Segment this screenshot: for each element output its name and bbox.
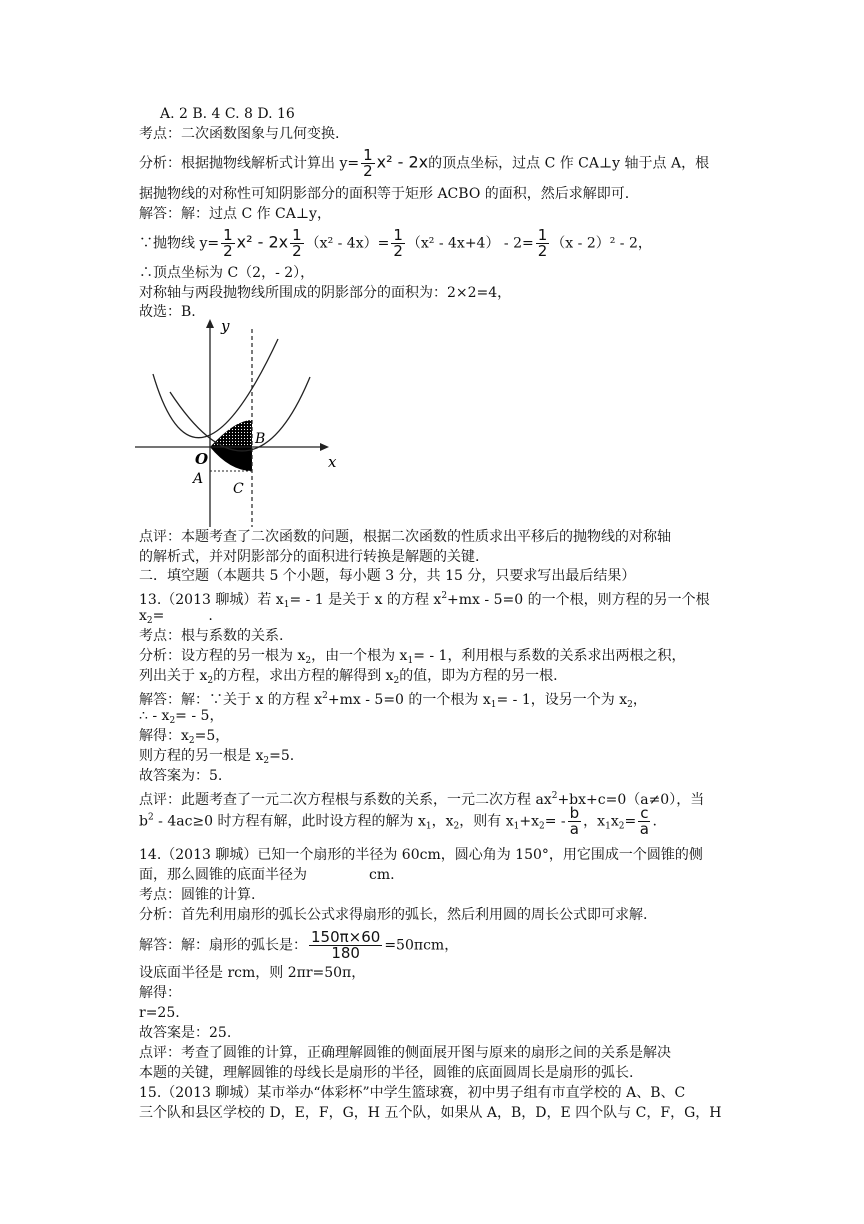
text-line: 解得： [139, 985, 181, 1001]
text-line: ∴ - $x_2= - 5$， [139, 708, 224, 726]
fraction: $\frac{150\pi\times 60}{180}$ [311, 928, 381, 962]
text-line: 点评：本题考查了二次函数的问题，根据二次函数的性质求出平移后的抛物线的对称轴 [139, 529, 671, 545]
question-13: 13.（2013 聊城）若 $x_1= - 1$ 是关于 x 的方程 $x^2+mx - 5=0$ 的一个根，则方程的另一个根 [139, 591, 710, 610]
text-line: 列出关于 $x_2$的方程，求出方程的解得到 $x_2$的值，即为方程的另一根. [139, 668, 558, 686]
text-line: 故选：B. [139, 304, 196, 320]
fraction: $\frac{1}{2}$ [292, 226, 302, 260]
c-label: C [233, 481, 244, 497]
parabola-left [153, 339, 278, 438]
section-heading: 二．填空题（本题共 5 个小题，每小题 3 分，共 15 分，只要求写出最后结果） [139, 568, 636, 584]
fraction: $\frac{1}{2}$ [363, 146, 373, 180]
text-line: 设底面半径是 rcm，则 2πr=50π， [139, 965, 366, 981]
b-label: B [255, 431, 266, 447]
question-14: 14.（2013 聊城）已知一个扇形的半径为 60cm，圆心角为 150°，用它围成一个圆锥的侧 [139, 847, 703, 863]
text-line: 解得：$x_2=5$， [139, 728, 230, 746]
text-line: 故答案是：25. [139, 1025, 232, 1041]
text-line: 对称轴与两段抛物线所围成的阴影部分的面积为：2×2=4， [139, 285, 512, 301]
fraction: $\frac{c}{a}$ [639, 804, 649, 838]
y-label: y [221, 317, 230, 335]
text-line: 据抛物线的对称性可知阴影部分的面积等于矩形 ACBO 的面积，然后求解即可. [139, 186, 630, 202]
text-line: 则方程的另一根是 $x_2=5$. [139, 748, 295, 766]
y-axis-arrow [206, 319, 214, 328]
text-line: 本题的关键，理解圆锥的母线长是扇形的半径，圆锥的底面圆周长是扇形的弧长. [139, 1065, 634, 1081]
fraction: $\frac{b}{a}$ [569, 804, 580, 838]
text-line: 考点：圆锥的计算. [139, 887, 256, 903]
choices: A. 2 B. 4 C. 8 D. 16 [160, 106, 295, 122]
text-line: 解答：解：∵关于 x 的方程 $x^2+mx - 5=0$ 的一个根为 $x_1= - 1$，设另一个为 $x_2$， [139, 691, 647, 710]
text-line: 点评：考查了圆锥的计算，正确理解圆锥的侧面展开图与原来的扇形之间的关系是解决 [139, 1045, 671, 1061]
a-label: A [193, 471, 204, 487]
x-axis-arrow [320, 443, 329, 451]
question-15: 15.（2013 聊城）某市举办“体彩杯”中学生篮球赛，初中男子组有市直学校的 A、B、C [139, 1085, 686, 1101]
text-line: 点评：此题考查了一元二次方程根与系数的关系，一元二次方程 $ax^2+bx+c=0(a\ne 0)$，当 [139, 791, 705, 808]
vieta-line: $b^2 - 4ac\ge 0$ 时方程有解，此时设方程的解为 $x_1$，$x_2$，则有 $x_1+x_2=$ - $\frac{b}{a}$ ，$x_1x_2=$ $\frac{c}{a}$ . [139, 804, 657, 838]
kaodian: 考点：二次函数图象与几何变换. [139, 126, 340, 142]
jieda: 解答：解：过点 C 作 CA⊥y， [139, 206, 331, 222]
fenxi-line: 分析：根据抛物线解析式计算出 y= $\frac{1}{2}$ x² - 2x的顶点坐标，过点 C 作 CA⊥y 轴于点 A，根 [139, 146, 710, 180]
fraction: $\frac{1}{2}$ [537, 226, 548, 260]
text-line: 的解析式，并对阴影部分的面积进行转换是解题的关键. [139, 549, 480, 565]
equation-line: ∵抛物线 y= $\frac{1}{2}$ x² - 2x $\frac{1}{2}$ （x² - 4x）= $\frac{1}{2}$ （x² - 4x+4） - 2= $\frac{1}{2}$ （x - 2）² - 2， [139, 226, 652, 260]
text-line: 分析：首先利用扇形的弧长公式求得扇形的弧长，然后利用圆的周长公式即可求解. [139, 907, 648, 923]
arc-length-line: 解答：解：扇形的弧长是： $\frac{150\pi\times 60}{180}$ =50πcm， [139, 928, 459, 962]
x-label: x [328, 453, 337, 471]
question-14-blank: 面，那么圆锥的底面半径为 cm. [139, 867, 395, 883]
fraction: $\frac{1}{2}$ [393, 226, 403, 260]
text-line: 故答案为：5. [139, 768, 223, 784]
fraction: $\frac{1}{2}$ [223, 226, 233, 260]
text-line: 考点：根与系数的关系. [139, 628, 284, 644]
parabola-figure [135, 317, 345, 527]
origin-label: O [195, 450, 209, 468]
text-line: ∴顶点坐标为 C（2，- 2）， [139, 265, 315, 281]
text-line: r=25. [139, 1005, 180, 1021]
question-13-blank: $x_2=$ . [139, 608, 213, 626]
text-line: 三个队和县区学校的 D，E，F，G，H 五个队，如果从 A，B，D，E 四个队与 C，F，G，H [139, 1105, 722, 1121]
text-line: 分析：设方程的另一根为 $x_2$，由一个根为 $x_1= - 1$，利用根与系数的关系求出两根之积， [139, 648, 686, 666]
